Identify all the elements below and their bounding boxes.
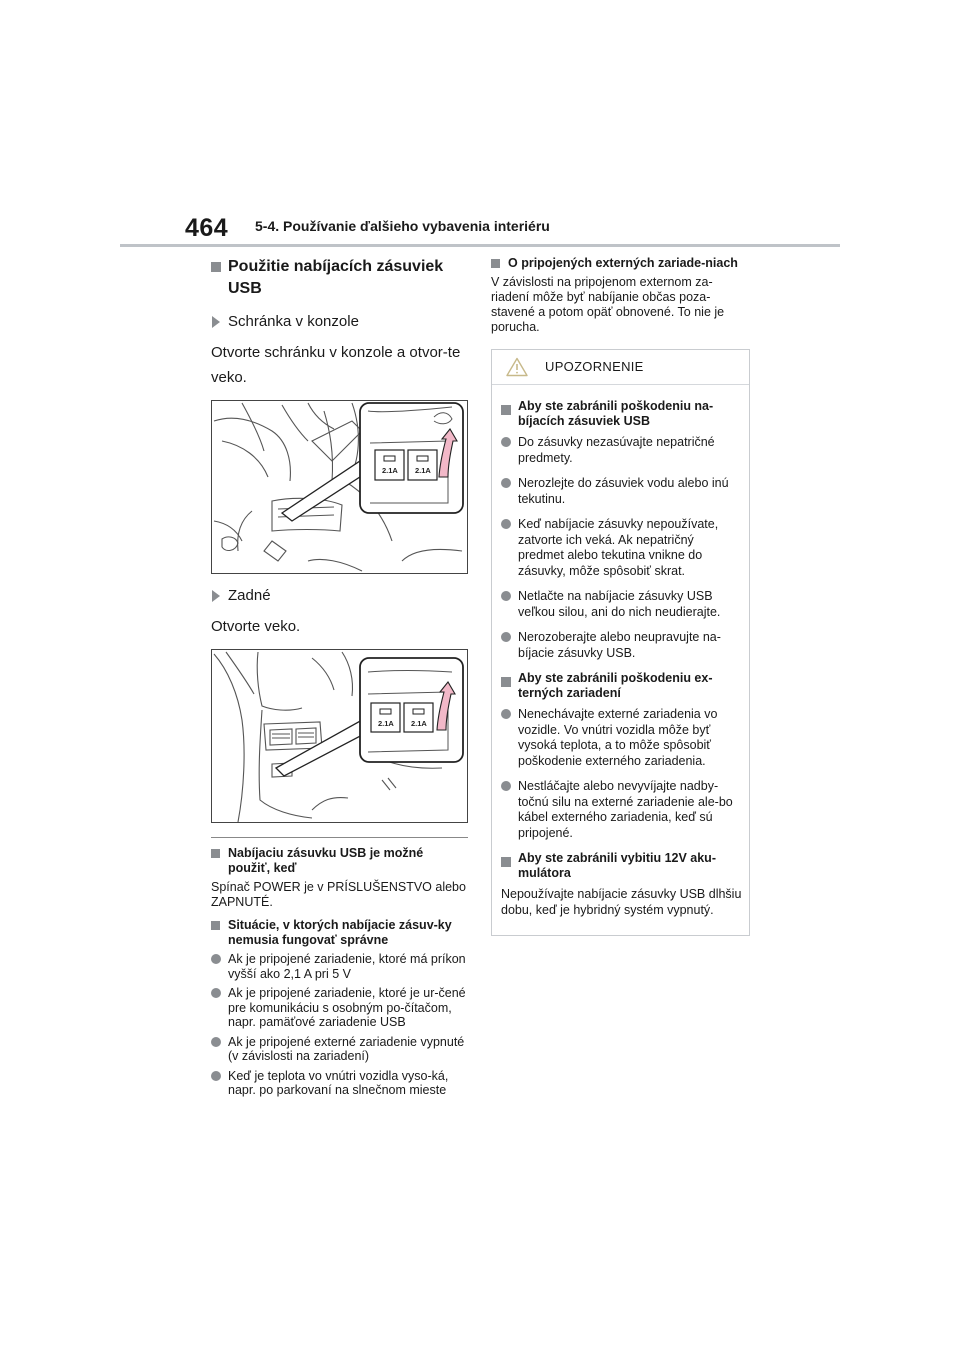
bullet-dot-icon bbox=[501, 437, 511, 447]
square-marker-icon bbox=[501, 677, 511, 687]
usb-heading-text: Použitie nabíjacích zásuviek USB bbox=[228, 258, 444, 297]
rear-figure bbox=[211, 649, 468, 823]
rear-badge-1: 2.1A bbox=[378, 719, 394, 728]
situations-heading bbox=[211, 918, 468, 948]
square-marker-icon bbox=[491, 259, 500, 268]
square-marker-icon bbox=[211, 921, 220, 930]
connected-heading-text: O pripojených externých zariade-niach bbox=[508, 256, 738, 270]
situation-item: Ak je pripojené zariadenie, ktoré je ur-čené pre komunikáciu s osobným po-čítačom, napr. pamäťové zariadenie USB bbox=[211, 986, 468, 1030]
rear-label bbox=[211, 586, 468, 606]
console-text: Otvorte schránku v konzole a otvor-te veko. bbox=[211, 344, 461, 386]
bullet-dot-icon bbox=[211, 1037, 221, 1047]
connected-heading bbox=[491, 256, 749, 271]
warning-group1-heading: Aby ste zabránili poškodeniu na-bíjacích zásuviek USB bbox=[501, 399, 743, 429]
warning-group2-heading: Aby ste zabránili poškodeniu ex-terných zariadení bbox=[501, 671, 743, 701]
warning-item: Nenechávajte externé zariadenia vo vozidle. Vo vnútri vozidla môže byť vysoká teplota, a to môže spôsobiť poškodenie externého zariadenia. bbox=[501, 707, 743, 769]
warning-item: Netlačte na nabíjacie zásuvky USB veľkou silou, ani do nich neudierajte. bbox=[501, 589, 743, 620]
rear-badge-2: 2.1A bbox=[411, 719, 427, 728]
situations-heading-text: Situácie, v ktorých nabíjacie zásuv-ky nemusia fungovať správne bbox=[228, 918, 452, 947]
warning-group3-text: Nepoužívajte nabíjacie zásuvky USB dlhšiu dobu, keď je hybridný systém vypnutý. bbox=[501, 887, 742, 917]
console-illustration bbox=[212, 401, 467, 573]
right-column bbox=[491, 256, 749, 936]
bullet-dot-icon bbox=[501, 632, 511, 642]
console-badge-2: 2.1A bbox=[415, 466, 431, 475]
warning-item: Nerozlejte do zásuviek vodu alebo inú tekutinu. bbox=[501, 476, 743, 507]
warning-box bbox=[491, 349, 750, 936]
square-marker-icon bbox=[501, 405, 511, 415]
console-label-text: Schránka v konzole bbox=[228, 313, 359, 330]
square-marker-icon bbox=[211, 262, 221, 272]
bullet-dot-icon bbox=[501, 709, 511, 719]
warning-triangle-icon bbox=[506, 357, 528, 377]
bullet-dot-icon bbox=[501, 591, 511, 601]
bullet-dot-icon bbox=[501, 478, 511, 488]
situation-item: Ak je pripojené externé zariadenie vypnuté (v závislosti na zariadení) bbox=[211, 1035, 468, 1064]
page-number: 464 bbox=[185, 214, 229, 242]
square-marker-icon bbox=[501, 857, 511, 867]
console-badge-1: 2.1A bbox=[382, 466, 398, 475]
square-marker-icon bbox=[211, 849, 220, 858]
bullet-dot-icon bbox=[211, 954, 221, 964]
when-usable-text: Spínač POWER je v PRÍSLUŠENSTVO alebo ZAPNUTÉ. bbox=[211, 880, 466, 909]
triangle-marker-icon bbox=[212, 316, 220, 328]
rear-illustration bbox=[212, 650, 467, 822]
situation-item: Keď je teplota vo vnútri vozidla vyso-ká, napr. po parkovaní na slnečnom mieste bbox=[211, 1069, 468, 1098]
usb-heading bbox=[211, 256, 468, 300]
warning-item: Nestláčajte alebo nevyvíjajte nadby-točnú silu na externé zariadenie ale-bo kábel externého zariadenia, keď sú pripojené. bbox=[501, 779, 743, 841]
when-usable-heading-text: Nabíjaciu zásuvku USB je možné použiť, keď bbox=[228, 846, 424, 875]
rear-text: Otvorte veko. bbox=[211, 618, 301, 635]
when-usable-heading bbox=[211, 846, 468, 876]
bullet-dot-icon bbox=[211, 988, 221, 998]
warning-header bbox=[492, 350, 749, 385]
console-label bbox=[211, 312, 468, 332]
section-divider bbox=[211, 837, 468, 838]
console-figure bbox=[211, 400, 468, 574]
bullet-dot-icon bbox=[501, 519, 511, 529]
warning-item: Keď nabíjacie zásuvky nepoužívate, zatvorte ich veká. Ak nepatričný predmet alebo tekutina vnikne do zásuvky, môže spôsobiť skrat. bbox=[501, 517, 743, 579]
warning-item: Do zásuvky nezasúvajte nepatričné predmety. bbox=[501, 435, 743, 466]
header-rule bbox=[120, 244, 840, 247]
bullet-dot-icon bbox=[501, 781, 511, 791]
bullet-dot-icon bbox=[211, 1071, 221, 1081]
triangle-marker-icon bbox=[212, 590, 220, 602]
section-title: 5-4. Používanie ďalšieho vybavenia interiéru bbox=[255, 218, 550, 234]
connected-text: V závislosti na pripojenom externom za-riadení môže byť nabíjanie občas poza-stavené a potom opäť obnovené. To nie je porucha. bbox=[491, 275, 725, 334]
warning-title: UPOZORNENIE bbox=[545, 359, 644, 374]
left-column bbox=[211, 256, 468, 1103]
warning-group3-heading: Aby ste zabránili vybitiu 12V aku-mulátora bbox=[501, 851, 743, 881]
rear-label-text: Zadné bbox=[228, 587, 271, 604]
warning-item: Nerozoberajte alebo neupravujte na-bíjacie zásuvky USB. bbox=[501, 630, 743, 661]
situation-item: Ak je pripojené zariadenie, ktoré má príkon vyšší ako 2,1 A pri 5 V bbox=[211, 952, 468, 981]
